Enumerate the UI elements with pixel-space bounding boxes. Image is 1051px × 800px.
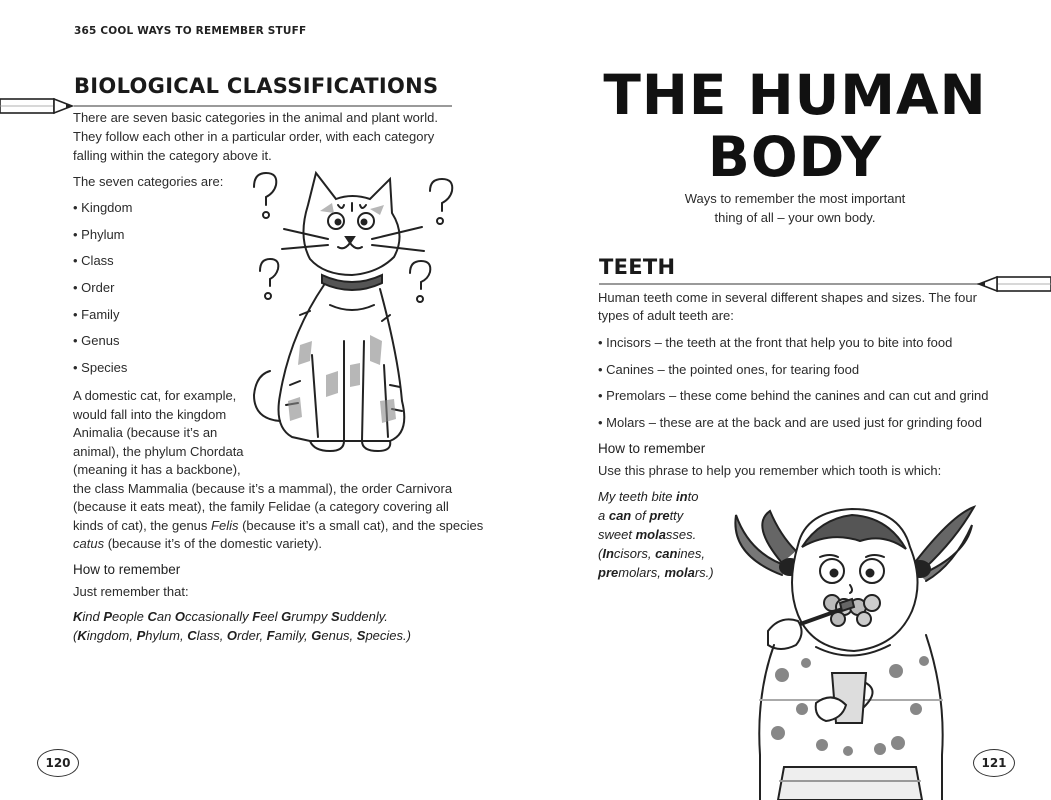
- example-line: (because it eats meat), the family Felidae (a category covering all: [73, 499, 449, 514]
- section-rule: [74, 105, 452, 107]
- teeth-phrase: My teeth bite into a can of pretty sweet molasses. (Incisors, canines, premolars, molars.): [598, 489, 714, 580]
- example-line: Animalia (because it’s an: [73, 425, 218, 440]
- pencil-icon: [977, 272, 1051, 296]
- list-item: • Genus: [73, 333, 120, 348]
- running-head: 365 COOL WAYS TO REMEMBER STUFF: [74, 25, 307, 37]
- section-title: TEETH: [599, 255, 676, 279]
- page-number: 120: [37, 749, 79, 777]
- list-item: • Family: [73, 307, 120, 322]
- genus-felis: Felis: [211, 518, 239, 533]
- chapter-title: THE HUMAN BODY: [603, 63, 987, 189]
- left-page: [0, 0, 525, 800]
- chapter-tagline: Ways to remember the most important thing of all – your own body.: [684, 191, 906, 225]
- teeth-intro: Human teeth come in several different shapes and sizes. The four: [598, 290, 977, 305]
- list-item: • Incisors – the teeth at the front that help you to bite into food: [598, 335, 953, 350]
- girl-brushing-teeth-illustration: [720, 495, 980, 800]
- just-remember-text: Just remember that:: [73, 584, 189, 599]
- example-line: catus (because it’s of the domestic variety).: [73, 536, 323, 551]
- right-page: [525, 0, 1051, 800]
- mnemonic-line-2: (Kingdom, Phylum, Class, Order, Family, Genus, Species.): [73, 628, 411, 643]
- pencil-icon: [0, 94, 74, 118]
- how-to-remember-heading: How to remember: [598, 441, 706, 456]
- use-phrase-text: Use this phrase to help you remember which tooth is which:: [598, 463, 942, 478]
- example-line: would fall into the kingdom: [73, 407, 227, 422]
- example-line: the class Mammalia (because it’s a mammal), the order Carnivora: [73, 481, 453, 496]
- mnemonic-line-1: Kind People Can Occasionally Feel Grumpy Suddenly.: [73, 609, 388, 624]
- how-to-remember-heading: How to remember: [73, 562, 181, 577]
- list-item: • Species: [73, 360, 128, 375]
- list-item: • Phylum: [73, 227, 125, 242]
- categories-lead: The seven categories are:: [73, 174, 224, 189]
- list-item: • Canines – the pointed ones, for tearing food: [598, 362, 860, 377]
- example-line: A domestic cat, for example,: [73, 388, 237, 403]
- example-line: kinds of cat), the genus Felis (because it’s a small cat), and the species: [73, 518, 484, 533]
- section-rule: [599, 283, 979, 285]
- list-item: • Molars – these are at the back and are used just for grinding food: [598, 415, 982, 430]
- example-line: animal), the phylum Chordata: [73, 444, 244, 459]
- page-number: 121: [973, 749, 1015, 777]
- teeth-intro: types of adult teeth are:: [598, 308, 734, 323]
- list-item: • Kingdom: [73, 200, 133, 215]
- intro-paragraph: There are seven basic categories in the animal and plant world. They follow each other in a particular order, with each category falling within the category above it.: [73, 110, 438, 163]
- cat-illustration: [240, 165, 465, 465]
- section-title: BIOLOGICAL CLASSIFICATIONS: [74, 74, 439, 98]
- list-item: • Order: [73, 280, 115, 295]
- species-catus: catus: [73, 536, 105, 551]
- list-item: • Class: [73, 253, 114, 268]
- example-line: (meaning it has a backbone),: [73, 462, 241, 477]
- list-item: • Premolars – these come behind the canines and can cut and grind: [598, 388, 989, 403]
